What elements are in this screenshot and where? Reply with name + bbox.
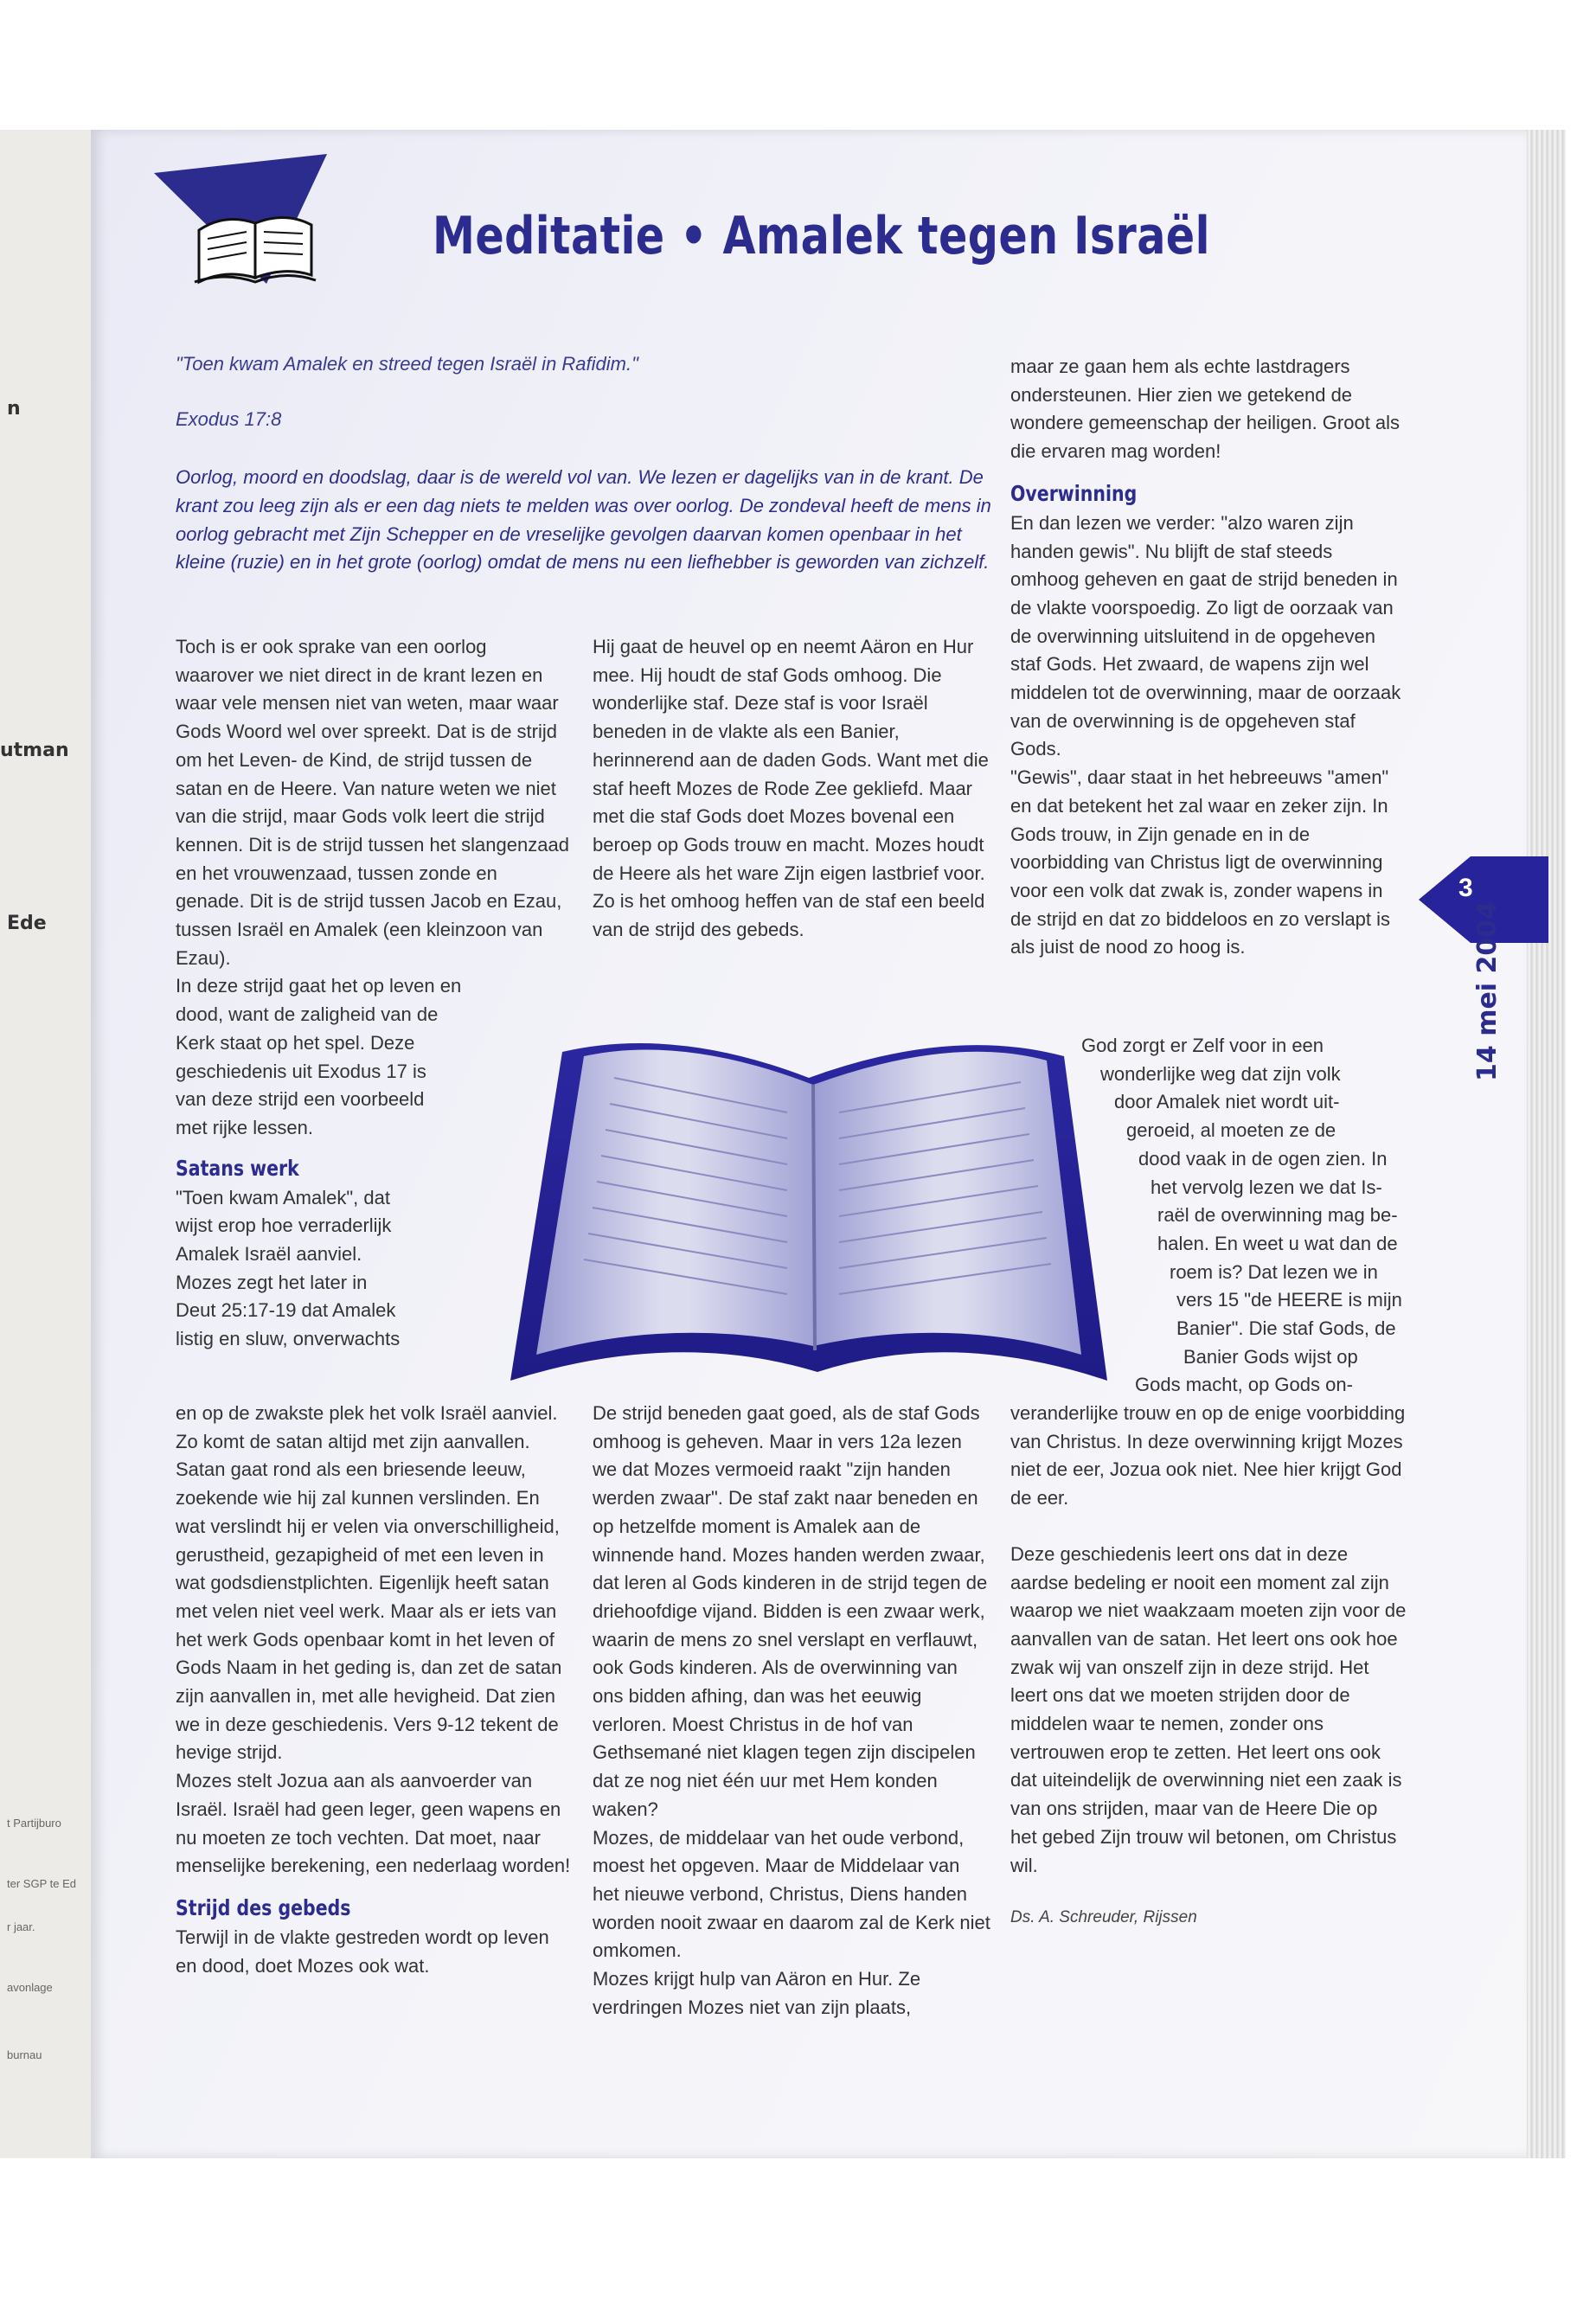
page-number: 3 [1458,874,1473,902]
paragraph: "Gewis", daar staat in het hebreeuws "amen" en dat betekent het zal waar en zeker zijn. In Gods trouw, in Zijn genade en in de voorbidding van Christus ligt de overwinning voor een volk dat zwak is, zonder wapens in de strijd en dat zo biddeloos en zo verslapt is als juist de nood zo hoog is. [1010,766,1391,958]
text-line: Amalek Israël aanviel. [176,1243,362,1266]
open-bible-image [502,1017,1125,1389]
paragraph: En dan lezen we verder: "alzo waren zijn handen gewis". Nu blijft de staf steeds omhoog geheven en gaat de strijd beneden in de vlakte voorspoedig. Zo ligt de oorzaak van de overwinning uitsluitend in de opgeheven staf Gods. Het zwaard, de wapens zijn wel middelen tot de overwinning, maar de oorzaak van de overwinning is de opgeheven staf Gods. [1010,511,1401,760]
paragraph: Toch is er ook sprake van een oorlog waarover we niet direct in de krant lezen en waar vele mensen niet van weten, maar waar Gods Woord wel over spreekt. Dat is de strijd om het Leven- de Kind, de strijd tussen de satan en de Heere. Van nature weten we niet van die strijd, maar Gods volk leert die strijd kennen. Dit is de strijd tussen het slangenzaad en het vrouwenzaad, tussen zonde en genade. Dit is de strijd tussen Jacob en Ezau, tussen Israël en Amalek (een kleinzoon van Ezau). [176,636,569,969]
text-line: roem is? Dat lezen we in [1170,1260,1378,1283]
title-separator: • [680,206,708,266]
paragraph: Terwijl in de vlakte gestreden wordt op leven en dood, doet Mozes ook wat. [176,1926,549,1977]
column-3-top [1010,353,1404,962]
book-icon [154,154,362,292]
paragraph: en op de zwakste plek het volk Israël aanviel. Zo komt de satan altijd met zijn aanvallen. [176,1402,558,1452]
page-title [433,206,1210,266]
section-heading: Strijd des gebeds [176,1894,351,1920]
text-line: In deze strijd gaat het op leven en [176,975,462,997]
text-line: Banier Gods wijst op [1183,1345,1358,1368]
paragraph: veranderlijke trouw en op de enige voorbidding van Christus. In deze overwinning krijgt Mozes niet de eer, Jozua ook niet. Nee hier krijgt God de eer. [1010,1402,1406,1509]
text-line: listig en sluw, onverwachts [176,1328,401,1350]
text-line: het vervolg lezen we dat Is- [1151,1176,1382,1198]
title-prefix: Meditatie [433,206,665,266]
text-line: geroeid, al moeten ze de [1126,1119,1336,1142]
text-line: Mozes zegt het later in [176,1271,368,1293]
column-2-top [593,633,990,945]
margin-fragment: avonlage [7,1981,53,1994]
margin-fragment: r jaar. [7,1920,35,1933]
text-line: vers 15 "de HEERE is mijn [1176,1289,1402,1311]
column-1-bottom [176,1400,574,1980]
margin-fragment: ter SGP te Ed [7,1877,76,1890]
text-line: geschiedenis uit Exodus 17 is [176,1060,426,1082]
text-line: dood vaak in de ogen zien. In [1138,1147,1388,1170]
text-line: van deze strijd een voorbeeld [176,1088,425,1111]
text-line: wijst erop hoe verraderlijk [176,1215,392,1237]
paragraph: Mozes, de middelaar van het oude verbond, moest het opgeven. Maar de Middelaar van het nieuwe verbond, Christus, Diens handen worden nooit zwaar en daarom zal de Kerk niet omkomen. [593,1826,990,1962]
text-line: raël de overwinning mag be- [1157,1204,1398,1227]
title-text: Amalek tegen Israël [722,206,1210,266]
intro-paragraph: Oorlog, moord en doodslag, daar is de wereld vol van. We lezen er dagelijks van in de krant. De krant zou leeg zijn als er een dag niets te melden was over oorlog. De zondeval heeft de mens in oorlog gebracht met Zijn Schepper en de vreselijke gevolgen daarvan komen openbaar in het kleine (ruzie) en in het grote (oorlog) omdat de mens nu een liefhebber is geworden van zichzelf. [176,466,991,574]
author-signature: Ds. A. Schreuder, Rijssen [1010,1908,1197,1927]
margin-fragment: t Partijburo [7,1817,61,1830]
text-line: Gods macht, op Gods on- [1135,1374,1353,1396]
text-line: met rijke lessen. [176,1116,313,1138]
paragraph: maar ze gaan hem als echte lastdragers ondersteunen. Hier zien we getekend de wondere gemeenschap der heiligen. Groot als die ervaren mag worden! [1010,356,1401,463]
margin-fragment: Ede [7,913,47,934]
previous-page-margin [0,130,91,2158]
column-3-bottom [1010,1400,1408,1932]
text-line: door Amalek niet wordt uit- [1114,1091,1340,1113]
paragraph: Mozes stelt Jozua aan als aanvoerder van Israël. Israël had geen leger, geen wapens en nu moeten ze toch vechten. Dat moet, naar menselijke berekening, een nederlaag worden! [176,1770,571,1877]
paragraph: Hij gaat de heuvel op en neemt Aäron en Hur mee. Hij houdt de staf Gods omhoog. Die wonderlijke staf. Deze staf is voor Israël beneden in de vlakte als een Banier, herinnerend aan de daden Gods. Want met die staf heeft Mozes de Rode Zee gekliefd. Maar met die staf Gods doet Mozes bovenal een beroep op Gods trouw en macht. Mozes houdt de Heere als het ware Zijn eigen lastbrief voor. Zo is het omhoog heffen van de staf een beeld van de strijd des gebeds. [593,636,989,941]
text-line: God zorgt er Zelf voor in een [1081,1035,1324,1056]
issue-date: 14 mei 2004 [1472,901,1503,1081]
text-line: dood, want de zaligheid van de [176,1003,439,1026]
column-3-wrap [1081,1032,1410,1400]
page-edges [1527,130,1566,2158]
text-line: "Toen kwam Amalek", dat [176,1186,390,1208]
section-heading: Satans werk [176,1155,299,1181]
paragraph: Satan gaat rond als een briesende leeuw, zoekende wie hij zal kunnen verslinden. En wat verslindt hij er velen via onverschilligheid, gerustheid, gezapigheid of met een leven in wat godsdienstplichten. Eigenlijk heeft satan met velen niet veel werk. Maar als er iets van het werk Gods openbaar komt in het leven of Gods Naam in het geding is, dan zet de satan zijn aanvallen in, met alle hevigheid. Dat zien we in deze geschiedenis. Vers 9-12 tekent de hevige strijd. [176,1458,562,1764]
bible-quote: "Toen kwam Amalek en streed tegen Israël in Rafidim." [176,353,638,375]
section-heading: Overwinning [1010,480,1138,506]
text-line: halen. En weet u wat dan de [1157,1232,1398,1254]
bible-reference: Exodus 17:8 [176,408,282,430]
text-line: Banier". Die staf Gods, de [1176,1317,1396,1340]
paragraph: De strijd beneden gaat goed, als de staf Gods omhoog is geheven. Maar in vers 12a lezen we dat Mozes vermoeid raakt "zijn handen werden zwaar". De staf zakt naar beneden en op hetzelfde moment is Amalek aan de winnende hand. Mozes handen werden zwaar, dat leren al Gods kinderen in de strijd tegen de driehoofdige vijand. Bidden is een zwaar werk, waarin de mens zo snel verslapt en verflauwt, ook Gods kinderen. Als de overwinning van ons bidden afhing, dan was het eeuwig verloren. Moest Christus in de hof van Gethsemané niet klagen tegen zijn discipelen dat ze nog niet één uur met Hem konden waken? [593,1402,988,1820]
margin-fragment: utman [0,740,69,761]
column-2-bottom [593,1400,990,2022]
paragraph: Mozes krijgt hulp van Aäron en Hur. Ze verdringen Mozes niet van zijn plaats, [593,1968,921,2018]
margin-fragment: n [7,398,21,420]
text-line: Kerk staat op het spel. Deze [176,1031,415,1054]
text-line: Deut 25:17-19 dat Amalek [176,1299,396,1322]
paragraph: Deze geschiedenis leert ons dat in deze aardse bedeling er nooit een moment zal zijn waarop we niet waakzaam moeten zijn voor de aanvallen van de satan. Het leert ons ook hoe zwak wij van onszelf zijn in deze strijd. Het leert ons dat we moeten strijden door de middelen waar te nemen, zonder ons vertrouwen erop te zetten. Het leert ons ook dat uiteindelijk de overwinning niet een zaak is van ons strijden, maar van de Heere Die op het gebed Zijn trouw wil betonen, om Christus wil. [1010,1542,1407,1876]
text-line: wonderlijke weg dat zijn volk [1100,1062,1341,1085]
margin-fragment: burnau [7,2048,42,2061]
